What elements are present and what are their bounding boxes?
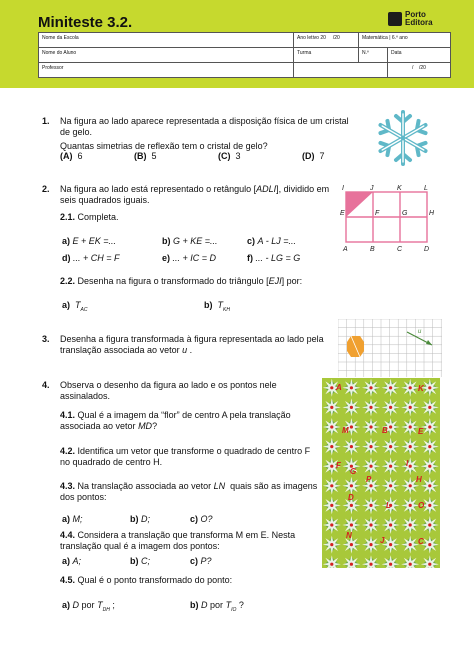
- q2-2-item-b: b) $T_{KH}$: [204, 300, 230, 313]
- date-entry-field[interactable]: / /20: [388, 63, 451, 78]
- q2-item-c: c) A - LJ =...: [247, 236, 296, 246]
- q4-5: 4.5. Qual é o ponto transformado do ponto:: [60, 575, 233, 585]
- q1-option-b[interactable]: (B) 5: [134, 151, 157, 161]
- pattern-point-label: C: [418, 537, 424, 546]
- pattern-point-label: I: [406, 459, 409, 468]
- q1-number: 1.: [42, 116, 50, 126]
- flower-tile: [362, 398, 380, 416]
- label-i: I: [342, 185, 344, 192]
- flower-tile: [362, 516, 380, 534]
- pattern-point-label: O: [418, 501, 425, 510]
- vector-u-label: u: [418, 329, 422, 335]
- q4-4-item-a: a) A;: [62, 556, 82, 566]
- label-j: J: [370, 185, 374, 192]
- doc-title: Miniteste 3.2.: [38, 14, 133, 31]
- flower-tile: [362, 438, 380, 456]
- flower-tessellation-figure: [322, 378, 440, 568]
- q3-number: 3.: [42, 334, 50, 344]
- flower-tile: [362, 457, 380, 475]
- flower-tile: [362, 496, 380, 514]
- teacher-field[interactable]: Professor: [39, 63, 294, 78]
- q1-text: Na figura ao lado aparece representada a disposição física de um cristal de gelo.: [60, 116, 349, 137]
- q2-number: 2.: [42, 184, 50, 194]
- flower-tile: [323, 516, 341, 534]
- q2-2-item-a: a) $T_{AC}$: [62, 300, 88, 313]
- q2-item-e: e) ... + IC = D: [162, 253, 217, 263]
- q4-number: 4.: [42, 380, 50, 390]
- pattern-point-label: D: [348, 493, 354, 502]
- q4-2: 4.2. Identifica um vetor que transforme o quadrado de centro F no quadrado de centro H.: [60, 446, 311, 467]
- q2-item-d: d) ... + CH = F: [62, 253, 120, 263]
- q4-5-item-a: a) D por $T_{DH}$ ;: [62, 600, 115, 613]
- q4-4: 4.4. Considera a translação que transforma M em E. Nesta translação qual é a imagem dos pontos:: [60, 530, 296, 551]
- q1-option-d[interactable]: (D) 7: [302, 151, 325, 161]
- flower-tile: [401, 379, 419, 397]
- q4-3-item-c: c) O?: [190, 514, 213, 524]
- flower-tile: [421, 438, 439, 456]
- student-name-field[interactable]: Nome do Aluno: [39, 48, 294, 63]
- flower-tile: [421, 398, 439, 416]
- q4-5-item-b: b) D por $T_{IO}$ ?: [190, 600, 244, 613]
- label-l: L: [424, 185, 428, 192]
- flower-tile: [382, 477, 400, 495]
- q1-option-c[interactable]: (C) 3: [218, 151, 241, 161]
- flower-tile: [362, 418, 380, 436]
- pattern-point-label: F: [336, 461, 341, 470]
- school-field[interactable]: Nome da Escola: [39, 33, 294, 48]
- pattern-point-label: N: [346, 531, 352, 540]
- q4-3-item-a: a) M;: [62, 514, 83, 524]
- pattern-point-label: L: [386, 501, 391, 510]
- flower-tile: [421, 457, 439, 475]
- flower-tile: [323, 536, 341, 554]
- label-c: C: [397, 246, 403, 253]
- porto-editora-logo-icon: [388, 12, 402, 26]
- flower-tile: [323, 496, 341, 514]
- q4-3: 4.3. Na translação associada ao vetor LN quais são as imagens dos pontos:: [60, 481, 318, 502]
- flower-tile: [401, 496, 419, 514]
- pattern-point-label: H: [416, 475, 422, 484]
- flower-tile: [342, 398, 360, 416]
- q1-option-a[interactable]: (A) 6: [60, 151, 83, 161]
- rectangle-adli-figure: [340, 181, 436, 253]
- pattern-point-label: J: [380, 536, 385, 545]
- flower-tile: [382, 516, 400, 534]
- pattern-point-label: G: [350, 467, 357, 476]
- pattern-point-label: K: [418, 384, 424, 393]
- flower-tile: [401, 418, 419, 436]
- publisher-logo: Porto Editora: [405, 10, 433, 27]
- flower-tile: [323, 477, 341, 495]
- pattern-point-label: A: [336, 383, 342, 392]
- pattern-point-label: M: [342, 426, 349, 435]
- q2-item-f: f) ... - LG = G: [247, 253, 301, 263]
- flower-tile: [401, 536, 419, 554]
- flower-tile: [342, 379, 360, 397]
- flower-tile: [401, 438, 419, 456]
- class-field[interactable]: Turma: [294, 48, 359, 63]
- flower-tile: [323, 418, 341, 436]
- label-a: A: [343, 246, 348, 253]
- q1-question: Quantas simetrias de reflexão tem o cristal de gelo?: [60, 141, 268, 151]
- student-info-form: [38, 32, 451, 78]
- q2-2-heading: 2.2. Desenha na figura o transformado do triângulo [EJI] por:: [60, 276, 303, 286]
- pattern-point-label: E: [418, 427, 424, 436]
- label-f: F: [375, 210, 380, 217]
- flower-tile: [421, 418, 439, 436]
- q2-1-heading: 2.1. Completa.: [60, 212, 119, 222]
- flower-tile: [401, 457, 419, 475]
- pattern-point-label: B: [382, 426, 388, 435]
- number-field[interactable]: N.º: [359, 48, 388, 63]
- flower-tile: [342, 438, 360, 456]
- flower-tile: [362, 536, 380, 554]
- q4-4-item-b: b) C;: [130, 556, 151, 566]
- flower-tile: [421, 516, 439, 534]
- flower-tile: [362, 379, 380, 397]
- q2-text: Na figura ao lado está representado o retângulo [ADLI], dividido em seis quadrados iguais.: [60, 184, 330, 205]
- flower-tile: [421, 477, 439, 495]
- q4-4-item-c: c) P?: [190, 556, 212, 566]
- q4-1: 4.1. Qual é a imagem da “flor” de centro A pela translação associada ao vetor MD?: [60, 410, 291, 431]
- label-b: B: [370, 246, 375, 253]
- flower-tile: [323, 398, 341, 416]
- label-e: E: [340, 210, 345, 217]
- label-h: H: [429, 210, 435, 217]
- year-field[interactable]: Ano letivo 20 /20: [294, 33, 359, 48]
- q4-text: Observa o desenho da figura ao lado e os pontos nele assinalados.: [60, 380, 277, 401]
- flower-tile: [382, 379, 400, 397]
- flower-tile: [382, 438, 400, 456]
- date-field[interactable]: Data: [388, 48, 451, 63]
- flower-tile: [401, 516, 419, 534]
- flower-tile: [382, 398, 400, 416]
- triangle-eji: [346, 192, 373, 217]
- q3-text: Desenha a figura transformada à figura representada ao lado pela translação associada ao vetor u .: [60, 334, 324, 355]
- pattern-point-label: P: [366, 475, 372, 484]
- label-k: K: [397, 185, 402, 192]
- q4-3-item-b: b) D;: [130, 514, 151, 524]
- flower-tile: [401, 398, 419, 416]
- q2-item-b: b) G + KE =...: [162, 236, 218, 246]
- subject-field: Matemática | 6.º ano: [359, 33, 451, 48]
- q2-item-a: a) E + EK =...: [62, 236, 117, 246]
- flower-tile: [323, 438, 341, 456]
- translation-grid-figure: [338, 319, 442, 377]
- flower-tile: [382, 457, 400, 475]
- snowflake-icon: [372, 108, 434, 168]
- label-d: D: [424, 246, 430, 253]
- label-g: G: [402, 210, 408, 217]
